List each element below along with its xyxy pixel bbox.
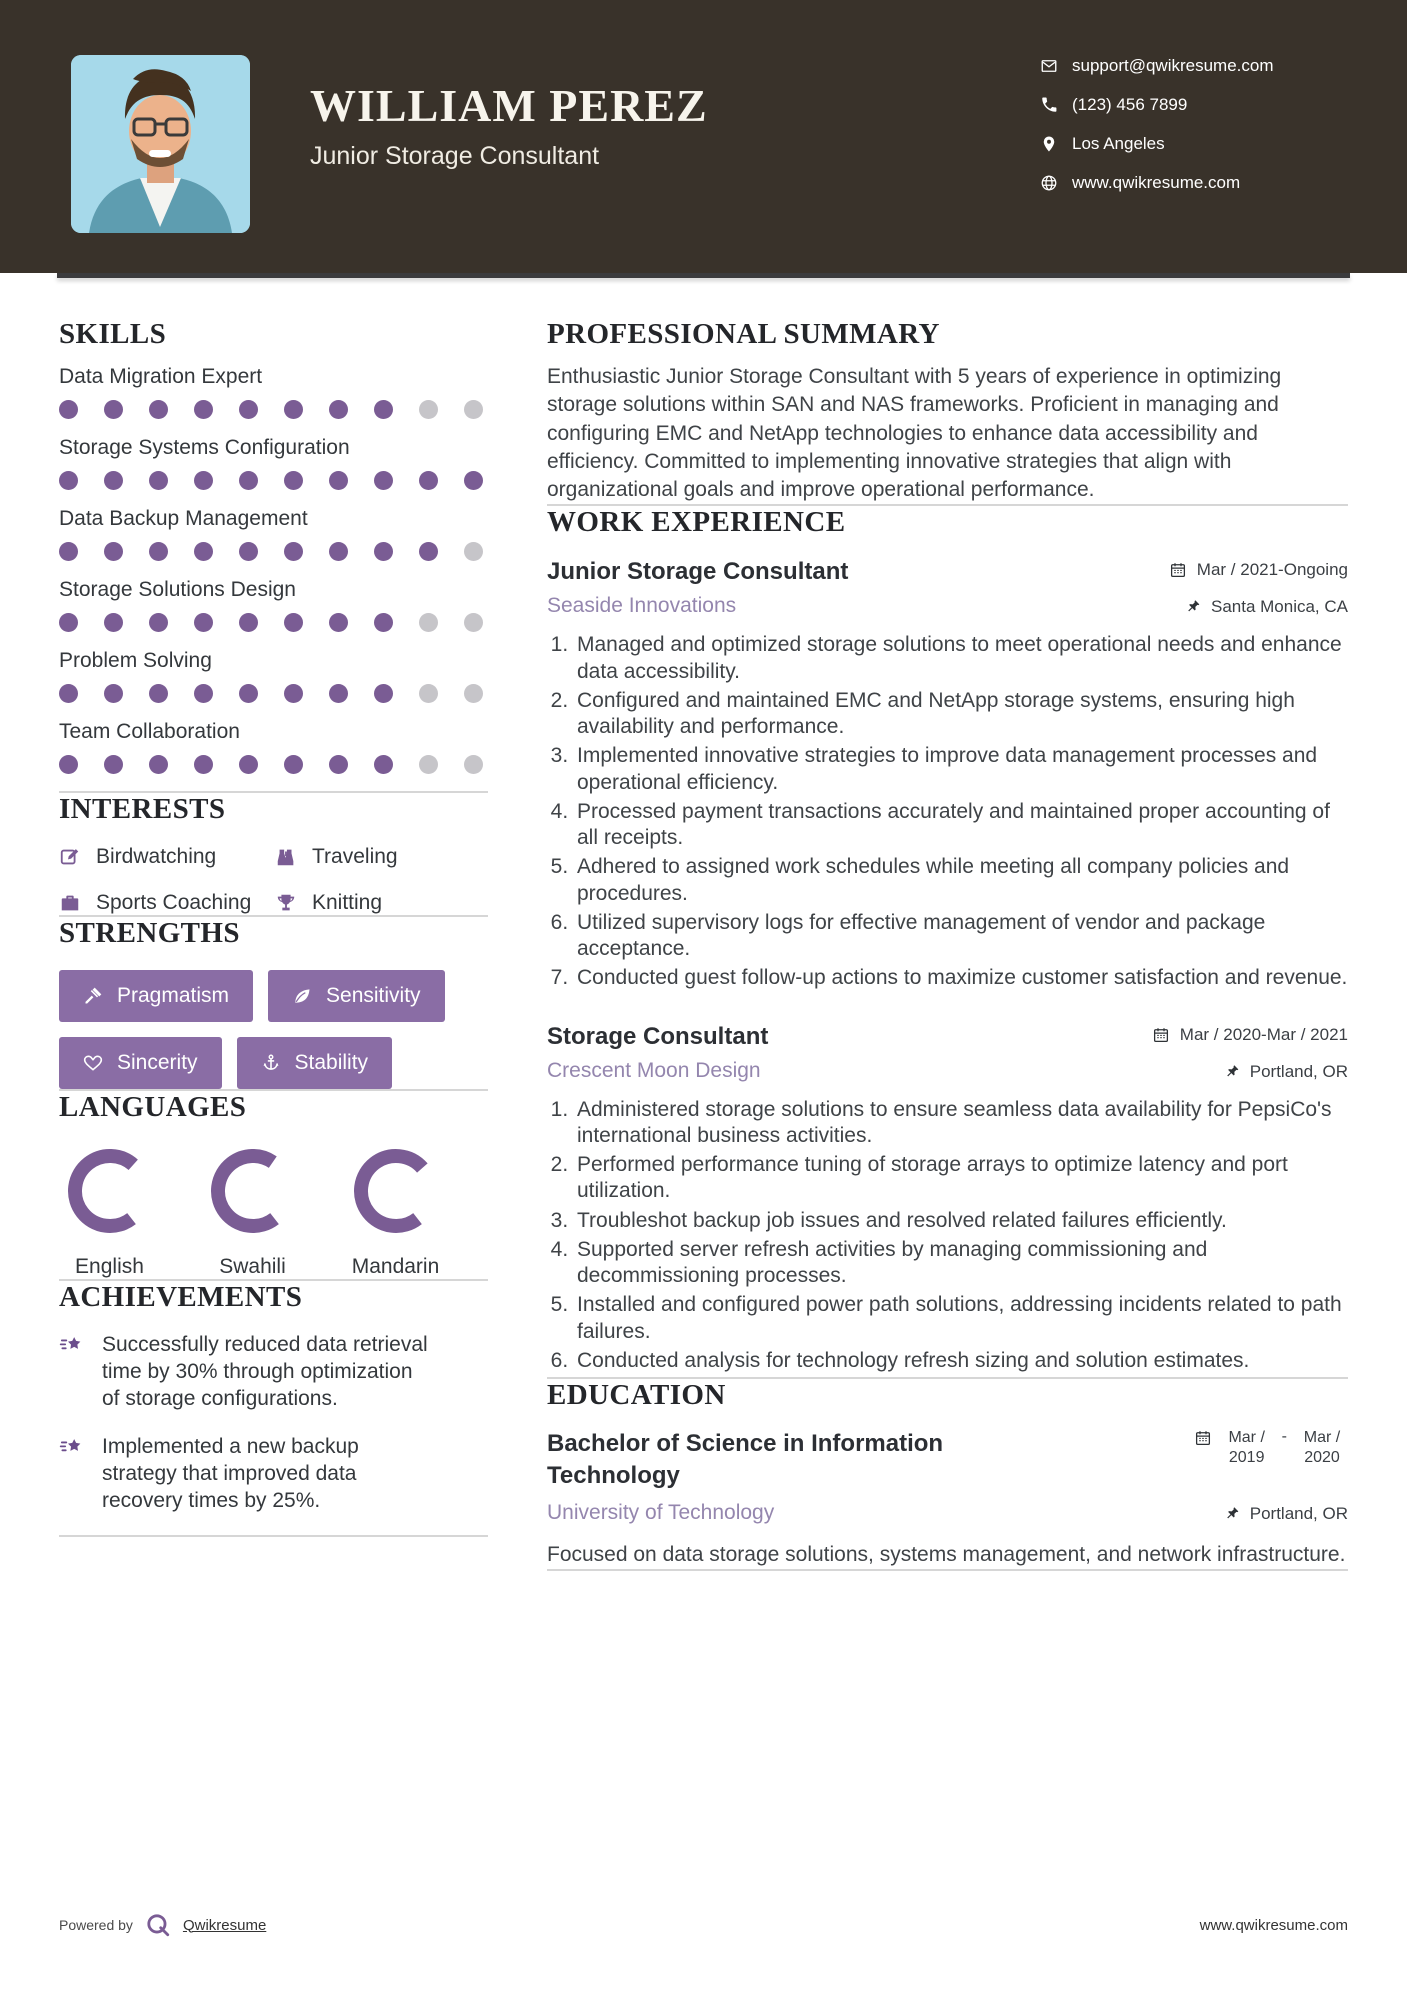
section-strengths <box>59 917 488 1089</box>
interest-label: Sports Coaching <box>96 890 252 914</box>
skill-dot <box>239 755 258 774</box>
skill-dot <box>284 684 303 703</box>
skill-dot <box>104 755 123 774</box>
job-dates-text: Mar / 2021-Ongoing <box>1196 560 1348 580</box>
skill-dot <box>419 755 438 774</box>
main-column <box>547 318 1348 1571</box>
job-company: Crescent Moon Design <box>547 1058 761 1082</box>
section-languages <box>59 1091 488 1279</box>
skill-dot <box>284 400 303 419</box>
skill-dot <box>149 471 168 490</box>
skill-label: Data Backup Management <box>59 507 308 531</box>
skill-dot <box>419 613 438 632</box>
education-degree: Bachelor of Science in Information Technology <box>547 1430 944 1489</box>
skill-label: Data Migration Expert <box>59 365 263 389</box>
job-bullet: 6. Conducted analysis for technology refresh sizing and solution estimates. <box>574 1348 1348 1374</box>
section-interests <box>59 793 488 914</box>
skill-dot <box>104 400 123 419</box>
skill-dot <box>329 400 348 419</box>
skill-dot <box>59 613 78 632</box>
contact-text[interactable]: (123) 456 7899 <box>1072 95 1188 114</box>
language-level-ring <box>67 1221 153 1238</box>
skill-dot <box>59 400 78 419</box>
education-description: Focused on data storage solutions, systems management, and network infrastructure. <box>547 1542 1346 1566</box>
contact-text[interactable]: support@qwikresume.com <box>1072 56 1274 75</box>
pushpin-icon <box>1185 598 1201 614</box>
binoculars-icon <box>275 846 297 868</box>
contact-item[interactable] <box>1040 173 1274 193</box>
skill-item <box>59 578 488 632</box>
job-bullet: 5. Installed and configured power path solutions, addressing incidents related to path failures. <box>574 1292 1348 1345</box>
skill-dot <box>59 684 78 703</box>
job-bullet: 4. Supported server refresh activities by managing commissioning and decommissioning processes. <box>574 1237 1348 1290</box>
education-location-text: Portland, OR <box>1249 1503 1348 1523</box>
interest-label: Knitting <box>312 890 383 914</box>
skill-dot <box>464 684 483 703</box>
interest-item <box>275 891 488 915</box>
skill-dot <box>194 613 213 632</box>
skill-dot <box>329 542 348 561</box>
job-dates-text: Mar / 2020-Mar / 2021 <box>1179 1024 1348 1044</box>
skill-label: Storage Solutions Design <box>59 578 296 602</box>
skill-dot <box>464 471 483 490</box>
language-label: Mandarin <box>351 1255 440 1279</box>
skill-dot <box>194 400 213 419</box>
skill-rating <box>59 613 488 632</box>
strength-label: Sincerity <box>117 1051 198 1075</box>
interests-list <box>59 845 488 915</box>
skill-dot <box>104 471 123 490</box>
language-item <box>347 1148 444 1279</box>
interest-item <box>275 845 488 869</box>
strength-label: Sensitivity <box>326 984 421 1008</box>
skill-dot <box>464 755 483 774</box>
skill-dot <box>419 684 438 703</box>
calendar-icon <box>1152 1026 1170 1044</box>
job-location-text: Santa Monica, CA <box>1210 597 1348 617</box>
skill-dot <box>464 542 483 561</box>
skill-dot <box>104 613 123 632</box>
skill-item <box>59 436 488 490</box>
job-bullet: 2. Performed performance tuning of storage arrays to optimize latency and port utilization. <box>574 1152 1348 1205</box>
education-school: University of Technology <box>547 1500 775 1524</box>
pushpin-icon <box>1224 1505 1240 1521</box>
job-bullets <box>547 632 1348 991</box>
job-bullet: 1. Administered storage solutions to ensure seamless data availability for PepsiCo's international business activities. <box>574 1097 1348 1150</box>
job-bullet: 3. Implemented innovative strategies to improve data management processes and operational efficiency. <box>574 743 1348 796</box>
skill-label: Team Collaboration <box>59 720 240 744</box>
education-date-separator: - <box>1281 1428 1287 1446</box>
contact-item[interactable] <box>1040 95 1274 115</box>
language-label: English <box>75 1255 144 1279</box>
experience-heading: WORK EXPERIENCE <box>547 505 846 538</box>
interest-item <box>59 891 275 915</box>
skill-item <box>59 365 488 419</box>
education-location <box>1224 1501 1348 1524</box>
shooting-star-icon <box>59 1434 86 1515</box>
skill-dot <box>194 755 213 774</box>
skill-dot <box>329 684 348 703</box>
skill-label: Problem Solving <box>59 649 212 673</box>
strength-label: Stability <box>294 1051 369 1075</box>
skill-dot <box>374 684 393 703</box>
job-dates <box>1169 557 1348 580</box>
job-location <box>1185 594 1348 617</box>
strength-tag <box>237 1037 393 1089</box>
section-achievements <box>59 1281 488 1514</box>
section-experience <box>547 506 1348 1374</box>
skill-item <box>59 649 488 703</box>
skill-dot <box>374 400 393 419</box>
skill-dot <box>149 613 168 632</box>
language-item <box>204 1148 301 1279</box>
skill-dot <box>329 471 348 490</box>
skill-dot <box>239 613 258 632</box>
job-bullet: 1. Managed and optimized storage solutions to meet operational needs and enhance data accessibility. <box>574 632 1348 685</box>
skill-dot <box>419 471 438 490</box>
skill-rating <box>59 471 488 490</box>
section-skills <box>59 318 488 774</box>
skill-dot <box>239 542 258 561</box>
skill-dot <box>239 400 258 419</box>
pencil-edit-icon <box>59 846 81 868</box>
education-dates <box>1194 1428 1348 1468</box>
contact-item[interactable] <box>1040 56 1274 76</box>
skills-list <box>59 365 488 774</box>
skill-dot <box>104 542 123 561</box>
education-date-start: Mar / 2019 <box>1228 1429 1265 1467</box>
skill-label: Storage Systems Configuration <box>59 436 350 460</box>
skill-dot <box>284 613 303 632</box>
achievement-item <box>59 1433 488 1515</box>
skill-dot <box>104 684 123 703</box>
identity <box>310 82 708 171</box>
contact-item[interactable] <box>1040 134 1274 154</box>
job-location-text: Portland, OR <box>1249 1061 1348 1081</box>
job-bullet: 6. Utilized supervisory logs for effective management of vendor and package acceptance. <box>574 910 1348 963</box>
shooting-star-icon <box>59 1332 86 1413</box>
skill-dot <box>374 755 393 774</box>
contact-list <box>1040 56 1274 193</box>
skill-rating <box>59 684 488 703</box>
briefcase-icon <box>59 892 81 914</box>
language-item <box>61 1148 158 1279</box>
achievement-text: Successfully reduced data retrieval time by 30% through optimization of storage configurations. <box>102 1332 428 1411</box>
job-entry <box>547 1022 1348 1375</box>
skill-dot <box>149 400 168 419</box>
pushpin-icon <box>1224 1063 1240 1079</box>
strengths-list <box>59 970 488 1089</box>
job-entry <box>547 557 1348 991</box>
skill-dot <box>149 755 168 774</box>
calendar-icon <box>1169 561 1187 579</box>
languages-heading: LANGUAGES <box>59 1091 247 1124</box>
job-bullets <box>547 1097 1348 1375</box>
skill-dot <box>149 542 168 561</box>
strength-tag <box>268 970 445 1022</box>
achievements-heading: ACHIEVEMENTS <box>59 1281 303 1314</box>
person-name: WILLIAM PEREZ <box>310 80 708 131</box>
job-location <box>1224 1059 1348 1082</box>
skill-dot <box>464 400 483 419</box>
language-label: Swahili <box>219 1255 286 1279</box>
interest-label: Birdwatching <box>96 844 217 868</box>
skill-item <box>59 720 488 774</box>
contact-text[interactable]: www.qwikresume.com <box>1072 173 1241 192</box>
skills-heading: SKILLS <box>59 318 167 350</box>
skill-dot <box>374 542 393 561</box>
powered-by-label: Powered by <box>59 1917 133 1933</box>
profile-photo-illustration <box>71 55 250 233</box>
header <box>0 0 1407 273</box>
skill-dot <box>284 471 303 490</box>
language-level-ring <box>353 1221 439 1238</box>
skill-dot <box>59 542 78 561</box>
interest-label: Traveling <box>312 844 398 868</box>
job-company: Seaside Innovations <box>547 594 737 618</box>
skill-dot <box>239 684 258 703</box>
skill-item <box>59 507 488 561</box>
job-bullet: 3. Troubleshot backup job issues and resolved related failures efficiently. <box>574 1208 1348 1234</box>
content <box>0 278 1407 1571</box>
strengths-heading: STRENGTHS <box>59 916 240 949</box>
job-title: Storage Consultant <box>547 1022 769 1050</box>
skill-dot <box>284 755 303 774</box>
strength-tag <box>59 1037 222 1089</box>
section-summary <box>547 318 1348 504</box>
gavel-icon <box>83 986 103 1006</box>
job-dates <box>1152 1022 1348 1045</box>
strength-label: Pragmatism <box>117 984 230 1008</box>
skill-rating <box>59 755 488 774</box>
skill-rating <box>59 400 488 419</box>
phone-icon <box>1040 96 1058 114</box>
education-date-end: Mar / 2020 <box>1303 1429 1341 1467</box>
divider <box>59 1535 488 1537</box>
job-bullet: 5. Adhered to assigned work schedules while meeting all company policies and procedures. <box>574 854 1348 907</box>
location-pin-icon <box>1040 135 1058 153</box>
summary-text: Enthusiastic Junior Storage Consultant with 5 years of experience in optimizing storage solutions within SAN and NAS frameworks. Proficient in managing and configuring EMC and NetApp technologies to enhance data accessibility and efficiency. Committed to implementing innovative strategies that align with organizational goals and improve operational performance. <box>547 365 1282 501</box>
achievement-item <box>59 1331 488 1413</box>
skill-rating <box>59 542 488 561</box>
language-level-ring <box>210 1221 296 1238</box>
sidebar <box>59 318 488 1571</box>
qwikresume-logo-icon[interactable] <box>145 1912 171 1938</box>
profile-photo <box>71 55 250 233</box>
summary-heading: PROFESSIONAL SUMMARY <box>547 318 940 350</box>
skill-dot <box>149 684 168 703</box>
section-education <box>547 1379 1348 1569</box>
achievement-text: Implemented a new backup strategy that improved data recovery times by 25%. <box>102 1434 359 1513</box>
person-title: Junior Storage Consultant <box>310 142 600 171</box>
trophy-icon <box>275 892 297 914</box>
heart-icon <box>83 1053 103 1073</box>
skill-dot <box>374 471 393 490</box>
strength-tag <box>59 970 253 1022</box>
divider <box>547 1569 1348 1571</box>
languages-list <box>59 1148 488 1279</box>
job-title: Junior Storage Consultant <box>547 558 849 586</box>
skill-dot <box>284 542 303 561</box>
skill-dot <box>59 755 78 774</box>
skill-dot <box>374 613 393 632</box>
anchor-icon <box>261 1053 281 1073</box>
globe-icon <box>1040 174 1058 192</box>
envelope-icon <box>1040 57 1058 75</box>
skill-dot <box>419 542 438 561</box>
leaf-icon <box>292 986 312 1006</box>
achievements-list <box>59 1331 488 1515</box>
skill-dot <box>194 684 213 703</box>
interests-heading: INTERESTS <box>59 793 226 826</box>
footer-website-link[interactable]: www.qwikresume.com <box>1199 1916 1348 1934</box>
skill-dot <box>194 471 213 490</box>
skill-dot <box>419 400 438 419</box>
job-bullet: 4. Processed payment transactions accurately and maintained proper accounting of all receipts. <box>574 799 1348 852</box>
skill-dot <box>239 471 258 490</box>
job-bullet: 7. Conducted guest follow-up actions to maximize customer satisfaction and revenue. <box>574 965 1348 991</box>
footer <box>59 1912 1348 1938</box>
calendar-icon <box>1194 1429 1212 1447</box>
skill-dot <box>194 542 213 561</box>
skill-dot <box>59 471 78 490</box>
jobs-list <box>547 557 1348 1374</box>
qwikresume-brand-link[interactable]: Qwikresume <box>182 1916 267 1934</box>
skill-dot <box>329 755 348 774</box>
contact-text[interactable]: Los Angeles <box>1072 134 1165 153</box>
education-heading: EDUCATION <box>547 1379 726 1412</box>
interest-item <box>59 845 275 869</box>
skill-dot <box>329 613 348 632</box>
job-bullet: 2. Configured and maintained EMC and NetApp storage systems, ensuring high availability and performance. <box>574 688 1348 741</box>
skill-dot <box>464 613 483 632</box>
